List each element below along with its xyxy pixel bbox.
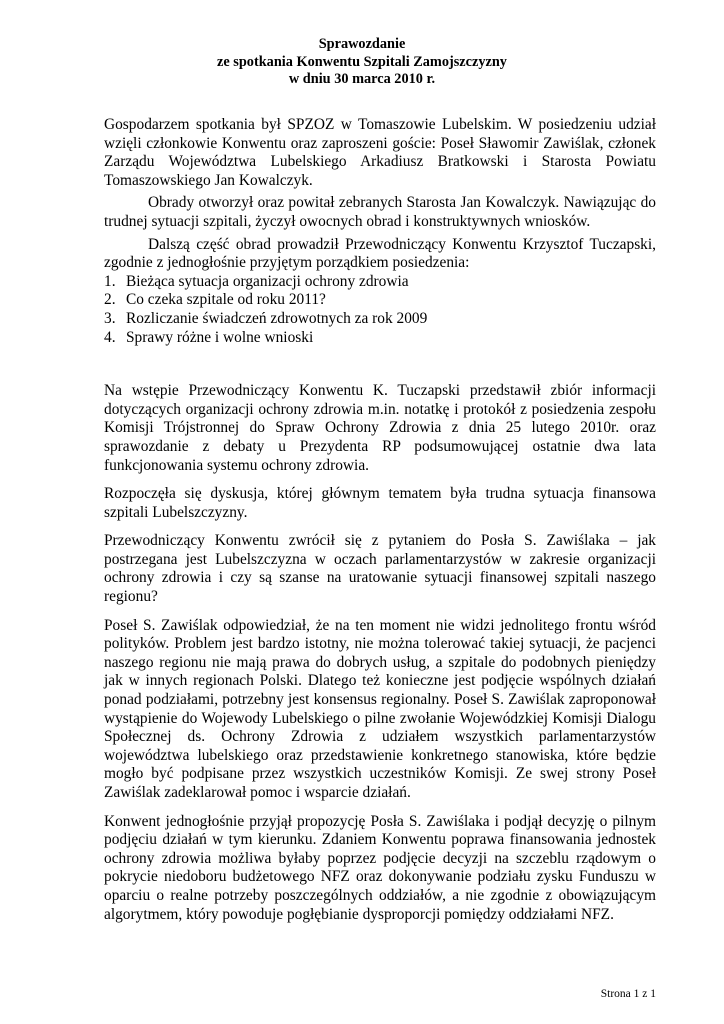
agenda-item xyxy=(104,273,656,292)
agenda-item-text: Co czeka szpitale od roku 2011? xyxy=(126,291,326,309)
paragraph-agenda-intro: Dalszą część obrad prowadził Przewodniczący Konwentu Krzysztof Tuczapski, zgodnie z jednogłośnie przyjętym porządkiem posiedzenia: xyxy=(104,235,656,272)
agenda-item xyxy=(104,329,656,348)
document-date: w dniu 30 marca 2010 r. xyxy=(288,71,436,87)
agenda-item-number: 4. xyxy=(104,328,116,346)
paragraph-decision: Konwent jednogłośnie przyjął propozycję Posła S. Zawiślaka i podjął decyzję o pilnym podjęciu działań w tym kierunku. Zdaniem Konwentu poprawa finansowania jednostek ochrony zdrowia możliwa byłaby poprzez podjęcie decyzji na szczeblu rządowym o pokrycie niedoboru budżetowego NFZ oraz dokonywanie podziału zysku Funduszu w oparciu o realne potrzeby poszczególnych oddziałów, a nie zgodnie z obowiązującym algorytmem, który powoduje pogłębianie dysproporcji pomiędzy oddziałami NFZ. xyxy=(104,812,656,923)
document-title: Sprawozdanie xyxy=(318,36,406,52)
agenda-item xyxy=(104,291,656,310)
paragraph-opening: Obrady otworzył oraz powitał zebranych Starosta Jan Kowalczyk. Nawiązując do trudnej sytuacji szpitali, życzył owocnych obrad i konstruktywnych wniosków. xyxy=(104,194,656,230)
document-subtitle: ze spotkania Konwentu Szpitali Zamojszczyzny xyxy=(217,53,507,70)
page-number: Strona 1 z 1 xyxy=(600,988,656,1000)
agenda-item xyxy=(104,310,656,329)
paragraph-question: Przewodniczący Konwentu zwrócił się z pytaniem do Posła S. Zawiślaka – jak postrzegana jest Lubelszczyzna w oczach parlamentarzystów w zakresie organizacji ochrony zdrowia i czy są szanse na uratowanie sytuacji finansowej szpitali naszego regionu? xyxy=(104,532,656,606)
paragraph-introduction: Na wstępie Przewodniczący Konwentu K. Tuczapski przedstawił zbiór informacji dotyczących organizacji ochrony zdrowia m.in. notatkę i protokół z posiedzenia zespołu Komisji Trójstronnej do Spraw Ochrony Zdrowia z dnia 25 lutego 2010r. oraz sprawozdanie z debaty u Prezydenta RP podsumowującej ostatnie dwa lata funkcjonowania systemu ochrony zdrowia. xyxy=(104,382,656,474)
document-header xyxy=(0,36,724,89)
paragraph-discussion: Rozpoczęła się dyskusja, której głównym tematem była trudna sytuacja finansowa szpitali Lubelszczyzny. xyxy=(104,485,656,521)
paragraph-host: Gospodarzem spotkania był SPZOZ w Tomaszowie Lubelskim. W posiedzeniu udział wzięli członkowie Konwentu oraz zaproszeni goście: Poseł Sławomir Zawiślak, członek Zarządu Województwa Lubelskiego Arkadiusz Bratkowski i Starosta Powiatu Tomaszowskiego Jan Kowalczyk. xyxy=(104,116,656,189)
agenda-list xyxy=(104,273,656,347)
agenda-item-text: Rozliczanie świadczeń zdrowotnych za rok 2009 xyxy=(126,309,428,327)
paragraph-answer: Poseł S. Zawiślak odpowiedział, że na ten moment nie widzi jednolitego frontu wśród polityków. Problem jest bardzo istotny, nie można tolerować takiej sytuacji, że pacjenci naszego regionu nie mają prawa do dobrych usług, a szpitale do podobnych pieniędzy jak w innych regionach Polski. Dlatego też konieczne jest podjęcie wspólnych działań ponad podziałami, potrzebny jest konsensus regionalny. Poseł S. Zawiślak zaproponował wystąpienie do Wojewody Lubelskiego o pilne zwołanie Wojewódzkiej Komisji Dialogu Społecznej ds. Ochrony Zdrowia z udziałem wszystkich parlamentarzystów województwa lubelskiego oraz przedstawienie konkretnego stanowiska, które będzie mogło być podpisane przez wszystkich uczestników Komisji. Ze swej strony Poseł Zawiślak zadeklarował pomoc i wsparcie działań. xyxy=(104,616,656,801)
document-body xyxy=(104,116,656,924)
agenda-item-number: 2. xyxy=(104,291,116,309)
agenda-item-text: Bieżąca sytuacja organizacji ochrony zdrowia xyxy=(126,272,409,290)
agenda-item-text: Sprawy różne i wolne wnioski xyxy=(126,328,314,346)
agenda-item-number: 3. xyxy=(104,309,116,327)
agenda-item-number: 1. xyxy=(104,272,116,290)
